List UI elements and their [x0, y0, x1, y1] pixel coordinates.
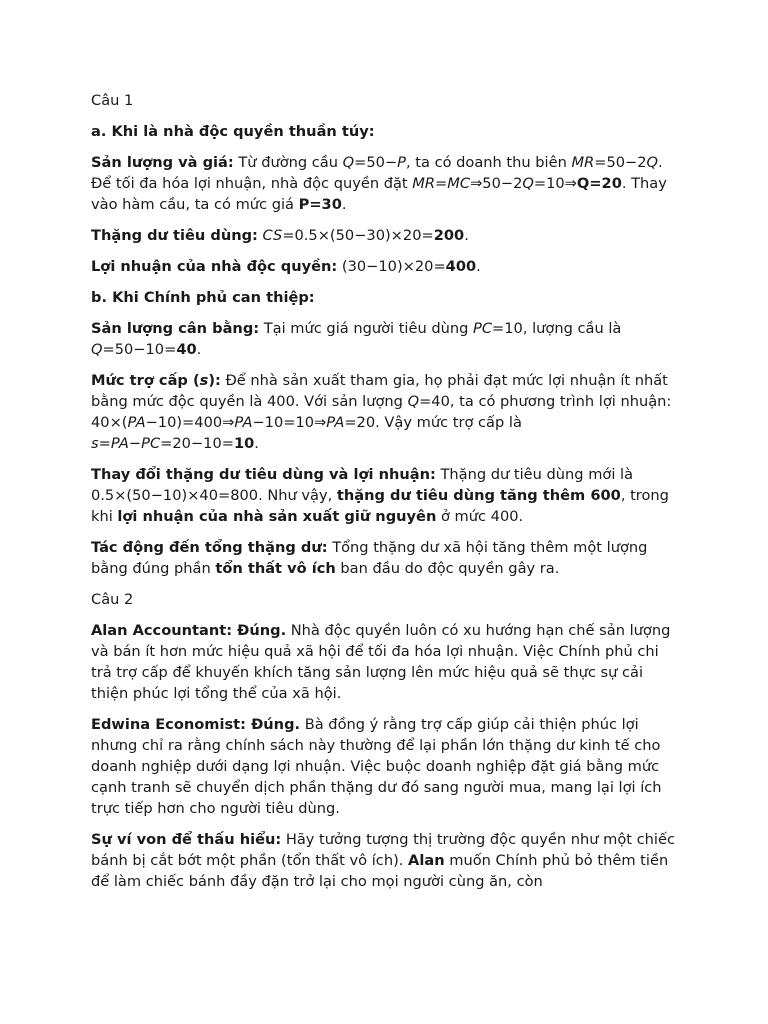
paragraph-consumer-surplus: Thặng dư tiêu dùng: CS=0.5×(50−30)×20=200.	[91, 227, 469, 244]
paragraph-monopoly-profit: Lợi nhuận của nhà độc quyền: (30−10)×20=400.	[91, 258, 481, 275]
section-b-heading: b. Khi Chính phủ can thiệp:	[91, 289, 315, 306]
label: Sản lượng và giá:	[91, 154, 234, 171]
question-1-title: Câu 1	[91, 92, 134, 109]
paragraph-edwina: Edwina Economist: Đúng. Bà đồng ý rằng trợ cấp giúp cải thiện phúc lợi nhưng chỉ ra rằng chính sách này thường để lại phần lớn thặng dư kinh tế cho doanh nghiệp dưới dạng lợi nhuận. Việc buộc doanh nghiệp đặt giá bằng mức cạnh tranh sẽ chuyển dịch phần thặng dư đó sang người mua, mang lại lợi ích trực tiếp hơn cho người tiêu dùng.	[91, 716, 662, 817]
paragraph-output-price: Sản lượng và giá: Từ đường cầu Q=50−P, ta có doanh thu biên MR=50−2Q. Để tối đa hóa lợi nhuận, nhà độc quyền đặt MR=MC⇒50−2Q=10⇒Q=20. Thay vào hàm cầu, ta có mức giá P=30.	[91, 154, 667, 213]
paragraph-alan: Alan Accountant: Đúng. Nhà độc quyền luôn có xu hướng hạn chế sản lượng và bán ít hơn mức hiệu quả xã hội để tối đa hóa lợi nhuận. Việc Chính phủ chi trả trợ cấp để khuyến khích tăng sản lượng lên mức hiệu quả sẽ thực sự cải thiện phúc lợi tổng thể của xã hội.	[91, 622, 671, 702]
paragraph-total-surplus: Tác động đến tổng thặng dư: Tổng thặng dư xã hội tăng thêm một lượng bằng đúng phần tổn thất vô ích ban đầu do độc quyền gây ra.	[91, 539, 648, 577]
paragraph-subsidy: Mức trợ cấp (s): Để nhà sản xuất tham gia, họ phải đạt mức lợi nhuận ít nhất bằng mức độc quyền là 400. Với sản lượng Q=40, ta có phương trình lợi nhuận: 40×(PA−10)=400⇒PA−10=10⇒PA=20. Vậy mức trợ cấp là s=PA−PC=20−10=10.	[91, 372, 672, 452]
question-2-title: Câu 2	[91, 591, 134, 608]
paragraph-surplus-change: Thay đổi thặng dư tiêu dùng và lợi nhuận: Thặng dư tiêu dùng mới là 0.5×(50−10)×40=800. Như vậy, thặng dư tiêu dùng tăng thêm 600, trong khi lợi nhuận của nhà sản xuất giữ nguyên ở mức 400.	[91, 466, 669, 525]
section-a-heading: a. Khi là nhà độc quyền thuần túy:	[91, 123, 375, 140]
paragraph-equilibrium-output: Sản lượng cân bằng: Tại mức giá người tiêu dùng PC=10, lượng cầu là Q=50−10=40.	[91, 320, 622, 358]
paragraph-analogy: Sự ví von để thấu hiểu: Hãy tưởng tượng thị trường độc quyền như một chiếc bánh bị cắt bớt một phần (tổn thất vô ích). Alan muốn Chính phủ bỏ thêm tiền để làm chiếc bánh đầy đặn trở lại cho mọi người cùng ăn, còn	[91, 831, 675, 890]
